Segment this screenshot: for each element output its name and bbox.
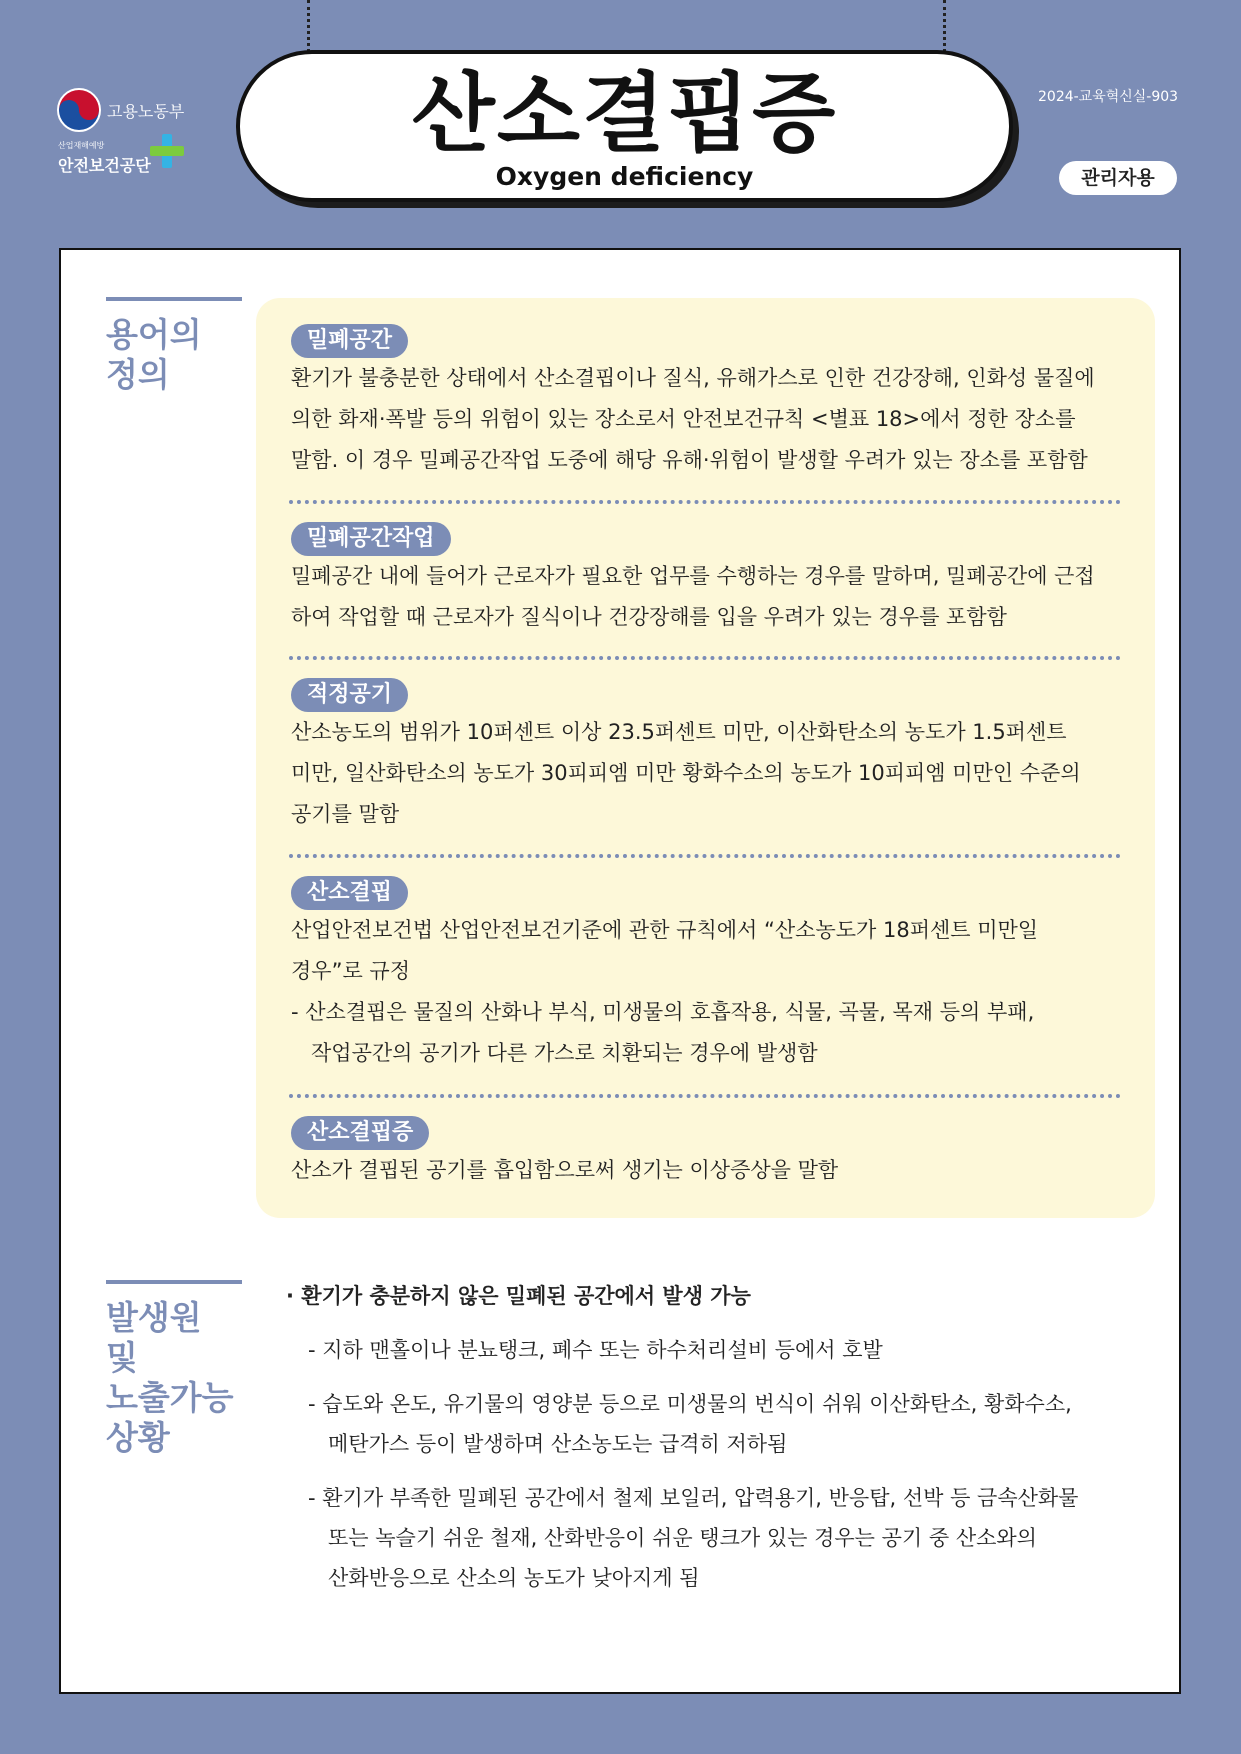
term-description [291, 358, 1131, 481]
definitions-heading [106, 297, 242, 395]
audience-badge: 관리자용 [1059, 161, 1177, 195]
term-line: 산업안전보건법 산업안전보건기준에 관한 규칙에서 “산소농도가 18퍼센트 미만일 [291, 918, 1039, 942]
dotted-divider [289, 500, 1121, 504]
definition-item [291, 678, 1131, 835]
term-description [291, 556, 1131, 638]
definition-item [291, 876, 1131, 1074]
kosha-logo [58, 140, 151, 176]
heading-rule [106, 297, 242, 301]
definition-item [291, 1116, 1131, 1191]
list-item [286, 1384, 1146, 1464]
list-item-line: 산화반응으로 산소의 농도가 낮아지게 됨 [328, 1566, 700, 1590]
term-description [291, 910, 1131, 1074]
term-label: 밀폐공간 [291, 324, 408, 358]
taeguk-icon [57, 88, 101, 132]
definitions-heading-text: 용어의 정의 [106, 315, 202, 394]
term-line: 경우”로 규정 [291, 959, 410, 983]
page-title: 산소결핍증 [411, 64, 838, 164]
document-code: 2024-교육혁신실-903 [1038, 89, 1179, 105]
term-line: 밀폐공간 내에 들어가 근로자가 필요한 업무를 수행하는 경우를 말하며, 밀폐공간에 근접 [291, 564, 1095, 588]
term-description [291, 1150, 1131, 1191]
term-line: 말함. 이 경우 밀폐공간작업 도중에 해당 유해·위험이 발생할 우려가 있는 장소를 포함함 [291, 448, 1088, 472]
gov-logo-text: 고용노동부 [107, 103, 185, 121]
gov-logo [57, 88, 184, 132]
definitions-box [256, 298, 1155, 1218]
dotted-divider [289, 656, 1121, 660]
definition-item [291, 522, 1131, 638]
term-description [291, 712, 1131, 835]
list-item-line: 메탄가스 등이 발생하며 산소농도는 급격히 저하됨 [328, 1432, 788, 1456]
kosha-name: 안전보건공단 [58, 156, 151, 175]
term-label: 산소결핍증 [291, 1116, 429, 1150]
term-line: 산소농도의 범위가 10퍼센트 이상 23.5퍼센트 미만, 이산화탄소의 농도가 1.5퍼센트 [291, 720, 1067, 744]
term-dash-line: - 산소결핍은 물질의 산화나 부식, 미생물의 호흡작용, 식물, 곡물, 목재 등의 부패, [291, 1000, 1035, 1024]
list-item-line: - 지하 맨홀이나 분뇨탱크, 폐수 또는 하수처리설비 등에서 호발 [308, 1338, 883, 1362]
dotted-divider [289, 854, 1121, 858]
term-line: 공기를 말함 [291, 802, 400, 826]
list-item-line: 또는 녹슬기 쉬운 철재, 산화반응이 쉬운 탱크가 있는 경우는 공기 중 산소와의 [328, 1526, 1037, 1550]
term-label: 산소결핍 [291, 876, 408, 910]
term-line: 산소가 결핍된 공기를 흡입함으로써 생기는 이상증상을 말함 [291, 1158, 839, 1182]
cross-icon [150, 134, 184, 168]
term-line: 미만, 일산화탄소의 농도가 30피피엠 미만 황화수소의 농도가 10피피엠 미만인 수준의 [291, 761, 1081, 785]
main-bullet: · 환기가 충분하지 않은 밀폐된 공간에서 발생 가능 [286, 1284, 751, 1308]
term-line: 환기가 불충분한 상태에서 산소결핍이나 질식, 유해가스로 인한 건강장해, 인화성 물질에 [291, 366, 1095, 390]
sources-heading-text: 발생원 및 노출가능 상황 [106, 1298, 234, 1457]
heading-rule [106, 1280, 242, 1284]
term-label: 적정공기 [291, 678, 408, 712]
list-item-line: - 환기가 부족한 밀폐된 공간에서 철제 보일러, 압력용기, 반응탑, 선박 등 금속산화물 [308, 1486, 1079, 1510]
list-item [286, 1478, 1146, 1598]
sources-heading [106, 1280, 242, 1458]
term-line: 의한 화재·폭발 등의 위험이 있는 장소로서 안전보건규칙 <별표 18>에서 정한 장소를 [291, 407, 1076, 431]
list-item [286, 1330, 1146, 1370]
dotted-divider [289, 1094, 1121, 1098]
kosha-small-text: 산업재해예방 [58, 141, 105, 150]
page-subtitle: Oxygen deficiency [495, 162, 754, 191]
list-item-line: - 습도와 온도, 유기물의 영양분 등으로 미생물의 번식이 쉬워 이산화탄소, 황화수소, [308, 1392, 1072, 1416]
title-sign [236, 50, 1013, 202]
term-dash-line: 작업공간의 공기가 다른 가스로 치환되는 경우에 발생함 [311, 1041, 818, 1065]
definition-item [291, 324, 1131, 481]
term-label: 밀폐공간작업 [291, 522, 451, 556]
term-line: 하여 작업할 때 근로자가 질식이나 건강장해를 입을 우려가 있는 경우를 포함함 [291, 605, 1007, 629]
sources-list [286, 1276, 1146, 1598]
